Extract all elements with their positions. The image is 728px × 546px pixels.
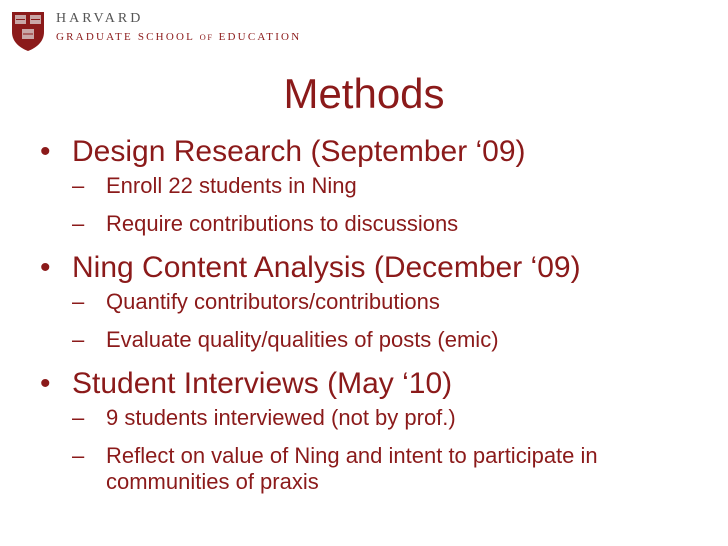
bullet-list (40, 133, 720, 507)
bullet-text: Student Interviews (May ‘10) (72, 367, 453, 400)
school-name-post: EDUCATION (218, 31, 302, 43)
sub-bullet-item (72, 405, 720, 431)
bullet-item (40, 133, 720, 237)
institution-name: HARVARD (56, 11, 144, 26)
sub-bullet-list (72, 289, 720, 353)
bullet-text: Design Research (September ‘09) (72, 135, 526, 168)
bullet-text: Ning Content Analysis (December ‘09) (72, 251, 581, 284)
dash-marker: – (72, 405, 85, 430)
bullet-item (40, 249, 720, 353)
sub-bullet-text: Quantify contributors/contributions (106, 289, 440, 314)
harvard-shield-icon (10, 10, 46, 52)
dash-marker: – (72, 443, 85, 468)
dash-marker: – (72, 173, 85, 198)
bullet-marker: • (40, 135, 51, 168)
sub-bullet-text: Reflect on value of Ning and intent to participate in communities of praxis (106, 443, 598, 494)
sub-bullet-list (72, 405, 720, 495)
school-name (56, 32, 301, 43)
sub-bullet-text: Require contributions to discussions (106, 211, 459, 236)
sub-bullet-list (72, 173, 720, 237)
sub-bullet-item (72, 211, 720, 237)
bullet-marker: • (40, 251, 51, 284)
sub-bullet-text: Enroll 22 students in Ning (106, 173, 357, 198)
bullet-item (40, 365, 720, 495)
sub-bullet-item (72, 443, 720, 495)
dash-marker: – (72, 327, 85, 352)
slide-title: Methods (283, 70, 445, 117)
sub-bullet-text: 9 students interviewed (not by prof.) (106, 405, 456, 430)
school-name-pre: GRADUATE SCHOOL (56, 31, 195, 43)
dash-marker: – (72, 211, 85, 236)
sub-bullet-text: Evaluate quality/qualities of posts (emic) (106, 327, 499, 352)
sub-bullet-item (72, 173, 720, 199)
school-name-of: OF (199, 32, 214, 42)
harvard-logo (10, 10, 301, 52)
sub-bullet-item (72, 327, 720, 353)
dash-marker: – (72, 289, 85, 314)
bullet-marker: • (40, 367, 51, 400)
sub-bullet-item (72, 289, 720, 315)
